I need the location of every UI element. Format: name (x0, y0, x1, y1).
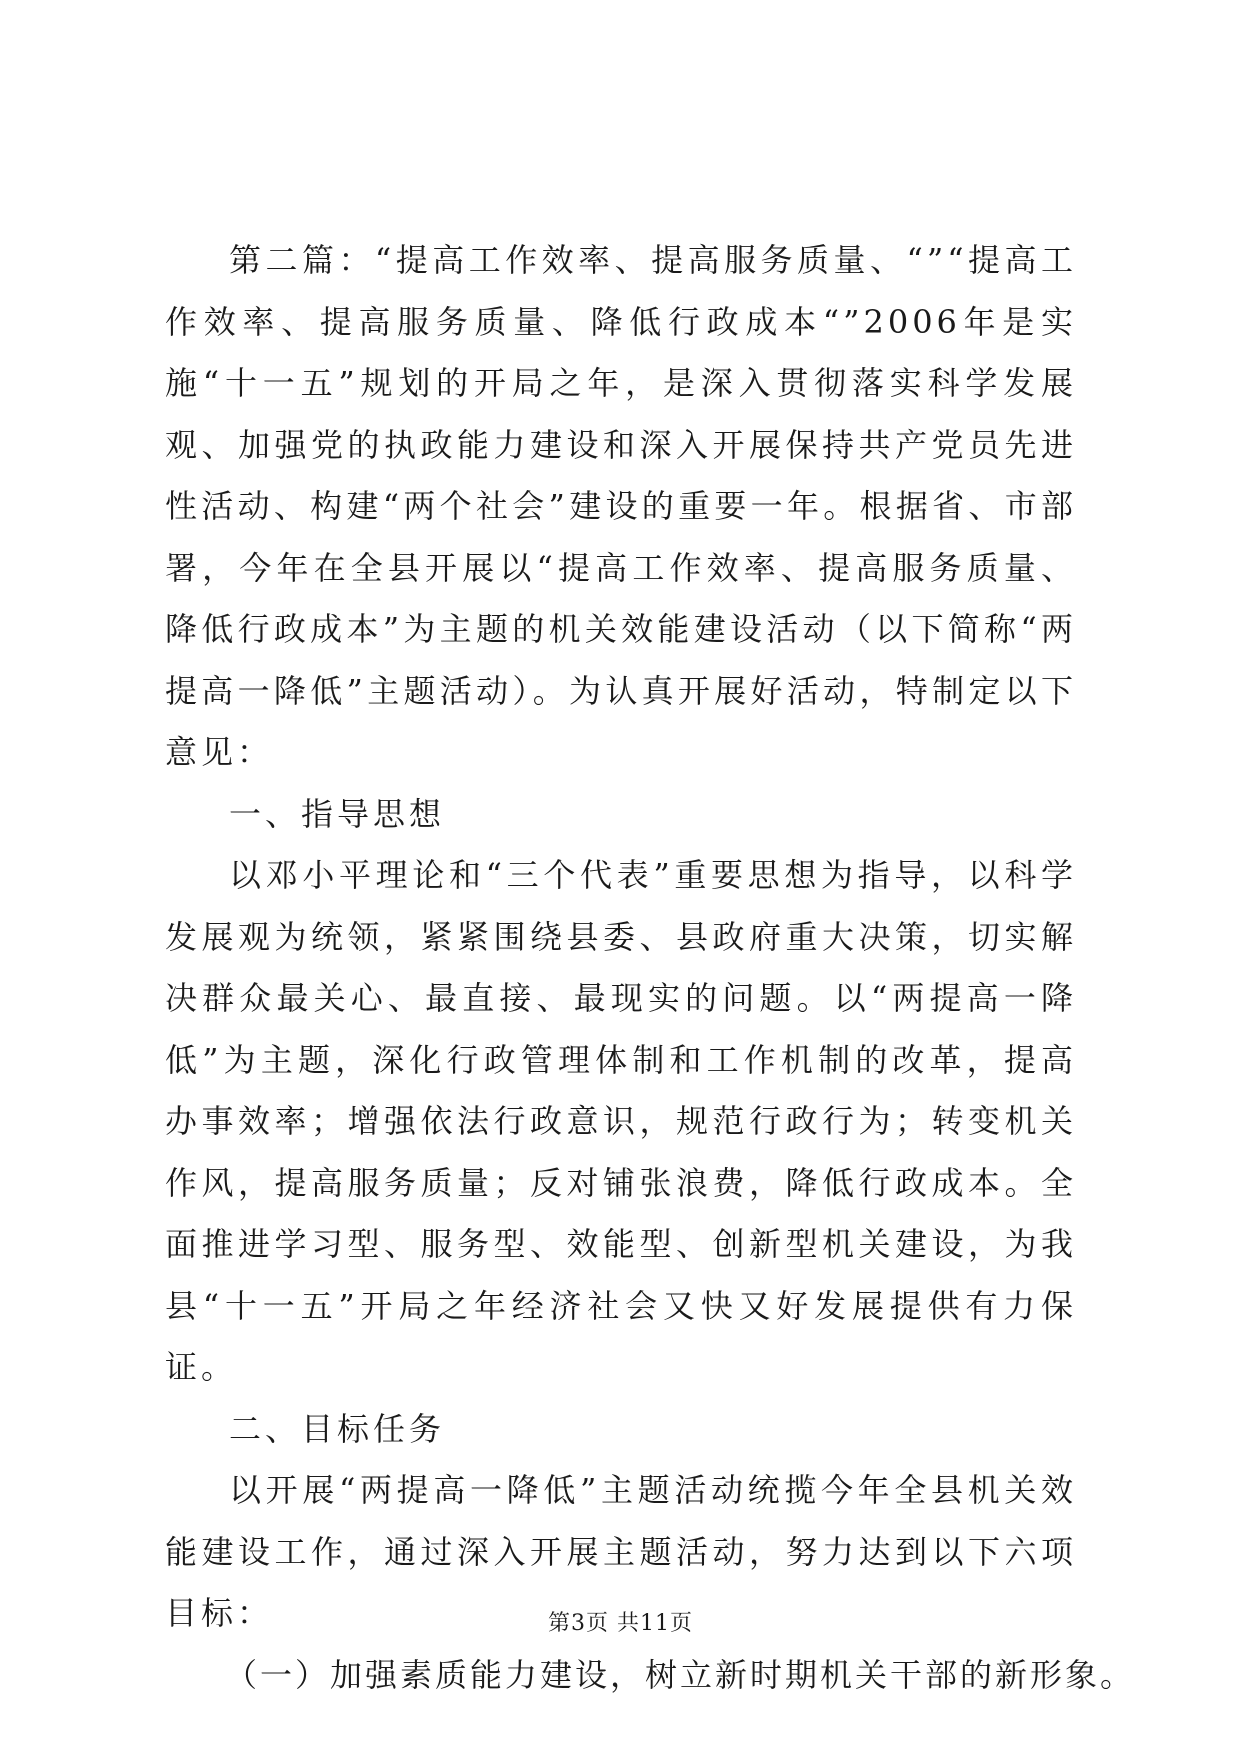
goal-item-1: （一）加强素质能力建设，树立新时期机关干部的新形象。 (225, 1655, 1136, 1694)
section-heading-guiding-ideology: 一、指导思想 (229, 794, 446, 833)
section-heading-goals-tasks: 二、目标任务 (229, 1409, 446, 1448)
document-body (165, 230, 1136, 1706)
page-footer: 第3页 共11页 (548, 1611, 693, 1636)
guiding-ideology-paragraph: 以邓小平理论和“三个代表”重要思想为指导，以科学发展观为统领，紧紧围绕县委、县政府重大决策，切实解决群众最关心、最直接、最现实的问题。以“两提高一降低”为主题，深化行政管理体制和工作机制的改革，提高办事效率；增强依法行政意识，规范行政行为；转变机关作风，提高服务质量；反对铺张浪费，降低行政成本。全面推进学习型、服务型、效能型、创新型机关建设，为我县“十一五”开局之年经济社会又快又好发展提供有力保证。 (165, 856, 1077, 1386)
intro-paragraph: 第二篇：“提高工作效率、提高服务质量、“”“提高工作效率、提高服务质量、降低行政成本“”2006年是实施“十一五”规划的开局之年，是深入贯彻落实科学发展观、加强党的执政能力建设和深入开展保持共产党员先进性活动、构建“两个社会”建设的重要一年。根据省、市部署，今年在全县开展以“提高工作效率、提高服务质量、降低行政成本”为主题的机关效能建设活动（以下简称“两提高一降低”主题活动）。为认真开展好活动，特制定以下意见： (165, 241, 1077, 771)
goals-intro-paragraph: 以开展“两提高一降低”主题活动统揽今年全县机关效能建设工作，通过深入开展主题活动，努力达到以下六项目标： (165, 1471, 1077, 1632)
